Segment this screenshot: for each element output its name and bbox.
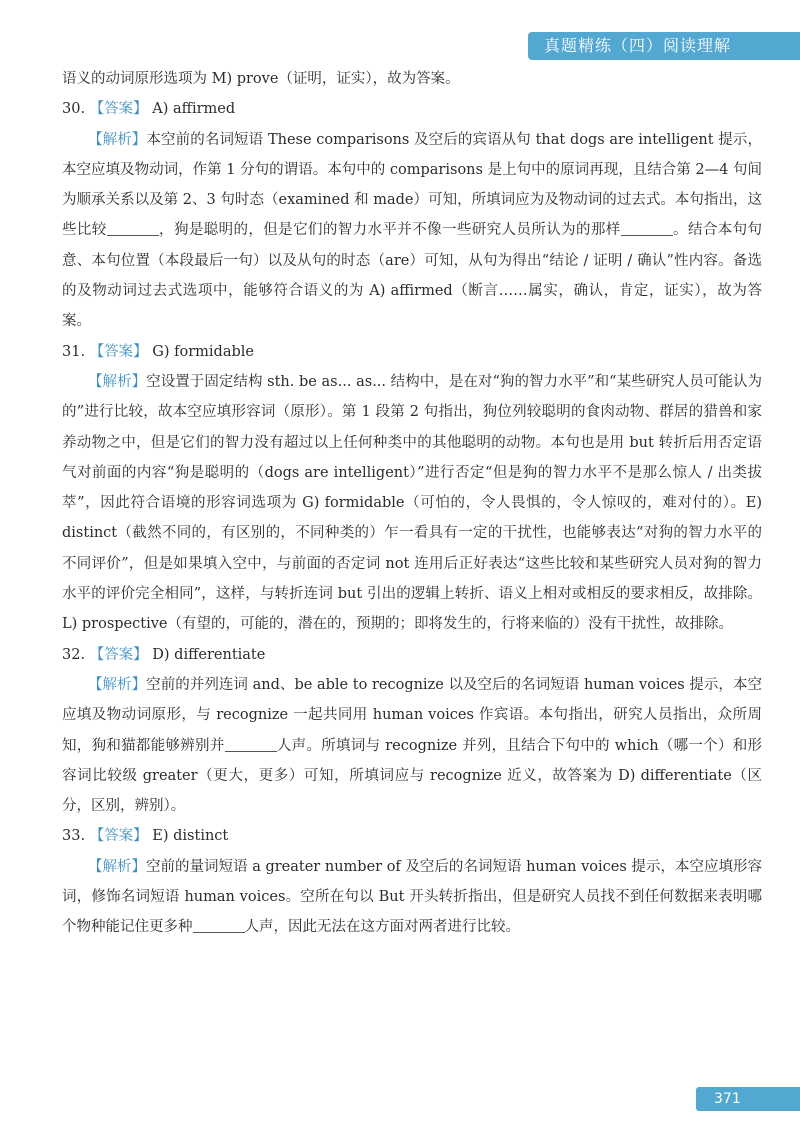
question-number: 32. (62, 646, 86, 663)
paragraph-continuation: 语义的动词原形选项为 M) prove（证明，证实），故为答案。 (62, 71, 460, 87)
answer-31-line (62, 337, 762, 367)
question-number: 31. (62, 343, 86, 360)
answer-value: A) affirmed (152, 101, 236, 118)
analysis-text: 空前的量词短语 a greater number of 及空后的名词短语 human voices 提示，本空应填形容词，修饰名词短语 human voices。空所在句以 But 开头转折指出，但是研究人员找不到任何数据来表明哪个物种能记住更多种 (62, 858, 762, 936)
fill-blank (621, 219, 673, 236)
analysis-33 (62, 852, 762, 943)
analysis-text: 人声。所填词与 recognize 并列，且结合下句中的 which（哪一个）和形容词比较级 greater（更大，更多）可知，所填词应与 recognize 近义，故答案为 D) differentiate（区分，区别，辨别）。 (62, 737, 763, 815)
analysis-text: 空前的并列连词 and、be able to recognize 以及空后的名词短语 human voices 提示，本空应填及物动词原形，与 recognize 一起共同用 human voices 作宾语。本句指出，研究人员指出，众所周知，狗和猫都能够辨别并 (62, 676, 763, 754)
analysis-tag: 【解析】 (88, 676, 147, 693)
analysis-tag: 【解析】 (88, 373, 147, 390)
answer-tag: 【答案】 (89, 828, 148, 845)
analysis-tag: 【解析】 (88, 858, 147, 875)
answer-value: G) formidable (152, 343, 254, 360)
fill-blank (193, 916, 245, 933)
answer-tag: 【答案】 (89, 646, 148, 663)
analysis-32 (62, 670, 762, 821)
analysis-text: 。结合本句句意、本句位置（本段最后一句）以及从句的时态（are）可知，从句为得出“结论 / 证明 / 确认”性内容。备选的及物动词过去式选项中，能够符合语义的为 A) affirmed（断言……属实，确认，肯定，证实），故为答案。 (62, 222, 763, 330)
answer-33-line (62, 821, 762, 851)
analysis-30 (62, 125, 762, 337)
answer-tag: 【答案】 (89, 343, 148, 360)
question-number: 33. (62, 828, 86, 845)
document-body (62, 64, 762, 943)
analysis-text: 人声，因此无法在这方面对两者进行比较。 (244, 919, 520, 936)
answer-32-line (62, 640, 762, 670)
analysis-text: ，狗是聪明的，但是它们的智力水平并不像一些研究人员所认为的那样 (158, 222, 621, 239)
answer-tag: 【答案】 (89, 101, 148, 118)
section-header-tab: 真题精练（四）阅读理解 (528, 32, 800, 60)
analysis-tag: 【解析】 (88, 131, 147, 148)
page-number: 371 (696, 1087, 800, 1111)
fill-blank (225, 735, 277, 752)
analysis-31 (62, 367, 762, 640)
answer-30-line (62, 94, 762, 124)
question-number: 30. (62, 101, 86, 118)
analysis-text: 本空前的名词短语 These comparisons 及空后的宾语从句 that dogs are intelligent 提示，本空应填及物动词，作第 1 分句的谓语。本句中的 comparisons 是上句中的原词再现，且结合第 2—4 句间为顺承关系以及第 2、3 句时态（examined 和 made）可知，所填词应为及物动词的过去式。本句指出，这些比较 (62, 131, 763, 239)
answer-value: E) distinct (152, 828, 229, 845)
answer-value: D) differentiate (152, 646, 266, 663)
analysis-text: 空设置于固定结构 sth. be as... as... 结构中，是在对“狗的智力水平”和“某些研究人员可能认为的”进行比较，故本空应填形容词（原形）。第 1 段第 2 句指出，狗位列较聪明的食肉动物、群居的猎兽和家养动物之中，但是它们的智力没有超过以上任何种类中的其他聪明的动物。本句也是用 but 转折后用否定语气对前面的内容“狗是聪明的（dogs are intelligent）”进行否定“但是狗的智力水平不是那么惊人 / 出类拔萃”，因此符合语境的形容词选项为 G) formidable（可怕的，令人畏惧的，令人惊叹的，难对付的）。E) distinct（截然不同的，有区别的，不同种类的）乍一看具有一定的干扰性，也能够表达“对狗的智力水平的不同评价”，但是如果填入空中，与前面的否定词 not 连用后正好表达“这些比较和某些研究人员对狗的智力水平的评价完全相同”，这样，与转折连词 but 引出的逻辑上转折、语义上相对或相反的要求相反，故排除。L) prospective（有望的，可能的，潜在的，预期的；即将发生的，行将来临的）没有干扰性，故排除。 (62, 373, 763, 633)
fill-blank (107, 219, 159, 236)
